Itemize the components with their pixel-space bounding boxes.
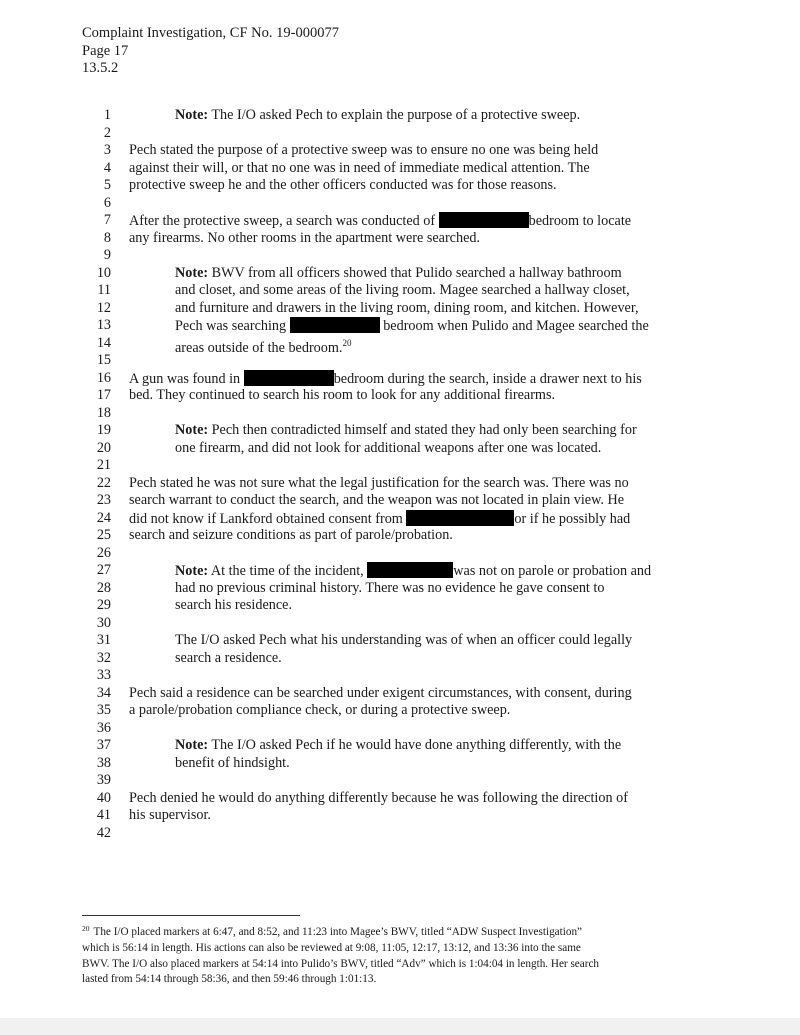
footnote-number: 20 xyxy=(82,924,90,933)
footnote-line: BWV. The I/O also placed markers at 54:14 into Pulido’s BWV, titled “Adv” which is 1:04:04 in length. Her search xyxy=(82,957,600,970)
note-paragraph xyxy=(175,562,651,580)
line-number: 30 xyxy=(96,614,111,631)
body-text: or if he possibly had xyxy=(514,510,631,527)
note-paragraph xyxy=(175,107,580,124)
line-number: 6 xyxy=(103,194,111,211)
body-line: a parole/probation compliance check, or during a protective sweep. xyxy=(129,702,511,718)
redaction-bar xyxy=(367,562,453,578)
line-number: 17 xyxy=(96,387,111,403)
line-number: 18 xyxy=(96,404,111,421)
body-line xyxy=(175,317,649,335)
body-line: search his residence. xyxy=(175,597,292,613)
line-number: 27 xyxy=(96,562,111,578)
line-number: 39 xyxy=(96,772,111,788)
body-line: The I/O asked Pech what his understanding was of when an officer could legally xyxy=(175,632,633,648)
page-bottom-edge xyxy=(0,1018,800,1035)
body-text: At the time of the incident, xyxy=(210,563,364,579)
body-line: protective sweep he and the other officers conducted was for those reasons. xyxy=(129,177,557,193)
body-text: bedroom when Pulido and Magee searched the xyxy=(383,318,649,334)
line-number: 28 xyxy=(96,579,111,596)
line-number: 34 xyxy=(96,684,111,701)
line-number: 13 xyxy=(96,317,111,333)
redaction-bar xyxy=(406,510,514,526)
body-line: his supervisor. xyxy=(129,807,211,823)
body-line xyxy=(129,370,642,388)
body-line xyxy=(129,212,631,230)
line-number: 3 xyxy=(103,142,111,158)
line-number: 23 xyxy=(96,492,111,508)
line-number: 25 xyxy=(96,527,111,543)
body-line: Pech said a residence can be searched under exigent circumstances, with consent, during xyxy=(129,684,632,701)
line-number: 41 xyxy=(96,807,111,823)
line-number: 4 xyxy=(103,159,111,176)
note-paragraph xyxy=(175,265,622,282)
line-number: 40 xyxy=(96,789,111,806)
body-line: and closet, and some areas of the living room. Magee searched a hallway closet, xyxy=(175,282,630,298)
line-number: 5 xyxy=(103,177,111,193)
line-number: 36 xyxy=(96,719,111,736)
redaction-bar xyxy=(244,370,334,386)
line-number: 26 xyxy=(96,544,111,561)
note-label: Note: xyxy=(175,264,209,281)
line-number: 10 xyxy=(96,264,111,281)
redaction-bar xyxy=(290,317,380,333)
line-number: 2 xyxy=(103,124,111,141)
page-header xyxy=(82,25,339,78)
footnote-line: lasted from 54:14 through 58:36, and then 59:46 through 1:01:13. xyxy=(82,973,377,986)
body-text: A gun was found in xyxy=(129,370,241,387)
line-number: 24 xyxy=(96,509,111,526)
body-text: bedroom to locate xyxy=(528,213,632,229)
note-label: Note: xyxy=(175,563,209,579)
line-number: 33 xyxy=(96,667,111,683)
body-line: search a residence. xyxy=(175,649,282,666)
body-line: Pech stated the purpose of a protective sweep was to ensure no one was being held xyxy=(129,142,599,158)
body-line xyxy=(175,335,351,357)
note-label: Note: xyxy=(175,737,209,753)
line-number: 32 xyxy=(96,649,111,666)
body-text: Pech was searching xyxy=(175,318,287,334)
header-page-number: Page 17 xyxy=(82,42,129,59)
body-text: did not know if Lankford obtained consent from xyxy=(129,510,403,527)
body-line: Pech denied he would do anything differently because he was following the direction of xyxy=(129,789,628,806)
line-number: 35 xyxy=(96,702,111,718)
line-number: 1 xyxy=(103,107,111,123)
body-line: search and seizure conditions as part of parole/probation. xyxy=(129,527,453,543)
body-line: one firearm, and did not look for additional weapons after one was located. xyxy=(175,439,602,456)
body-text: The I/O asked Pech if he would have done anything differently, with the xyxy=(211,737,622,753)
body-line: benefit of hindsight. xyxy=(175,754,290,771)
header-case-title: Complaint Investigation, CF No. 19-000077 xyxy=(82,25,339,41)
line-number: 16 xyxy=(96,369,111,386)
body-line: any firearms. No other rooms in the apartment were searched. xyxy=(129,229,481,246)
body-text: bedroom during the search, inside a drawer next to his xyxy=(333,370,642,387)
line-number: 38 xyxy=(96,754,111,771)
body-line: Pech stated he was not sure what the legal justification for the search was. There was no xyxy=(129,474,629,491)
line-number: 21 xyxy=(96,457,111,473)
footnote-reference: 20 xyxy=(342,337,352,348)
body-line: bed. They continued to search his room to look for any additional firearms. xyxy=(129,387,556,403)
body-text: was not on parole or probation and xyxy=(453,563,652,579)
body-text: areas outside of the bedroom. xyxy=(175,339,343,356)
body-text: Pech then contradicted himself and stated they had only been searching for xyxy=(211,422,637,438)
body-line: search warrant to conduct the search, and the weapon was not located in plain view. He xyxy=(129,492,625,508)
line-number: 29 xyxy=(96,597,111,613)
redaction-bar xyxy=(439,212,529,228)
note-label: Note: xyxy=(175,422,209,438)
line-number: 19 xyxy=(96,422,111,438)
body-text: BWV from all officers showed that Pulido searched a hallway bathroom xyxy=(211,264,622,281)
body-line: had no previous criminal history. There was no evidence he gave consent to xyxy=(175,579,605,596)
body-line xyxy=(129,510,630,528)
line-number: 15 xyxy=(96,352,111,368)
footnote xyxy=(82,921,722,988)
footnote-line xyxy=(82,921,722,941)
line-number: 8 xyxy=(103,229,111,246)
body-text: After the protective sweep, a search was conducted of xyxy=(129,213,436,229)
note-paragraph xyxy=(175,422,637,439)
line-number: 42 xyxy=(96,824,111,841)
line-number: 37 xyxy=(96,737,111,753)
footnote-divider xyxy=(82,915,300,916)
body-line: and furniture and drawers in the living room, dining room, and kitchen. However, xyxy=(175,299,639,316)
line-number: 20 xyxy=(96,439,111,456)
body-line: against their will, or that no one was in need of immediate medical attention. The xyxy=(129,159,590,176)
line-number: 12 xyxy=(96,299,111,316)
body-text: The I/O asked Pech to explain the purpose of a protective sweep. xyxy=(211,107,581,123)
line-number: 14 xyxy=(96,334,111,351)
line-number: 22 xyxy=(96,474,111,491)
footnote-line: which is 56:14 in length. His actions can also be reviewed at 9:08, 11:05, 12:17, 13:12, and 13:36 into the same xyxy=(82,941,581,954)
note-paragraph xyxy=(175,737,621,754)
line-number: 11 xyxy=(97,282,111,298)
note-label: Note: xyxy=(175,107,209,123)
footnote-text: The I/O placed markers at 6:47, and 8:52, and 11:23 into Magee’s BWV, titled “ADW Suspect Investigation” xyxy=(93,926,583,938)
line-number: 31 xyxy=(96,632,111,648)
line-number: 7 xyxy=(103,212,111,228)
header-section-number: 13.5.2 xyxy=(82,60,119,76)
line-number: 9 xyxy=(103,247,111,263)
